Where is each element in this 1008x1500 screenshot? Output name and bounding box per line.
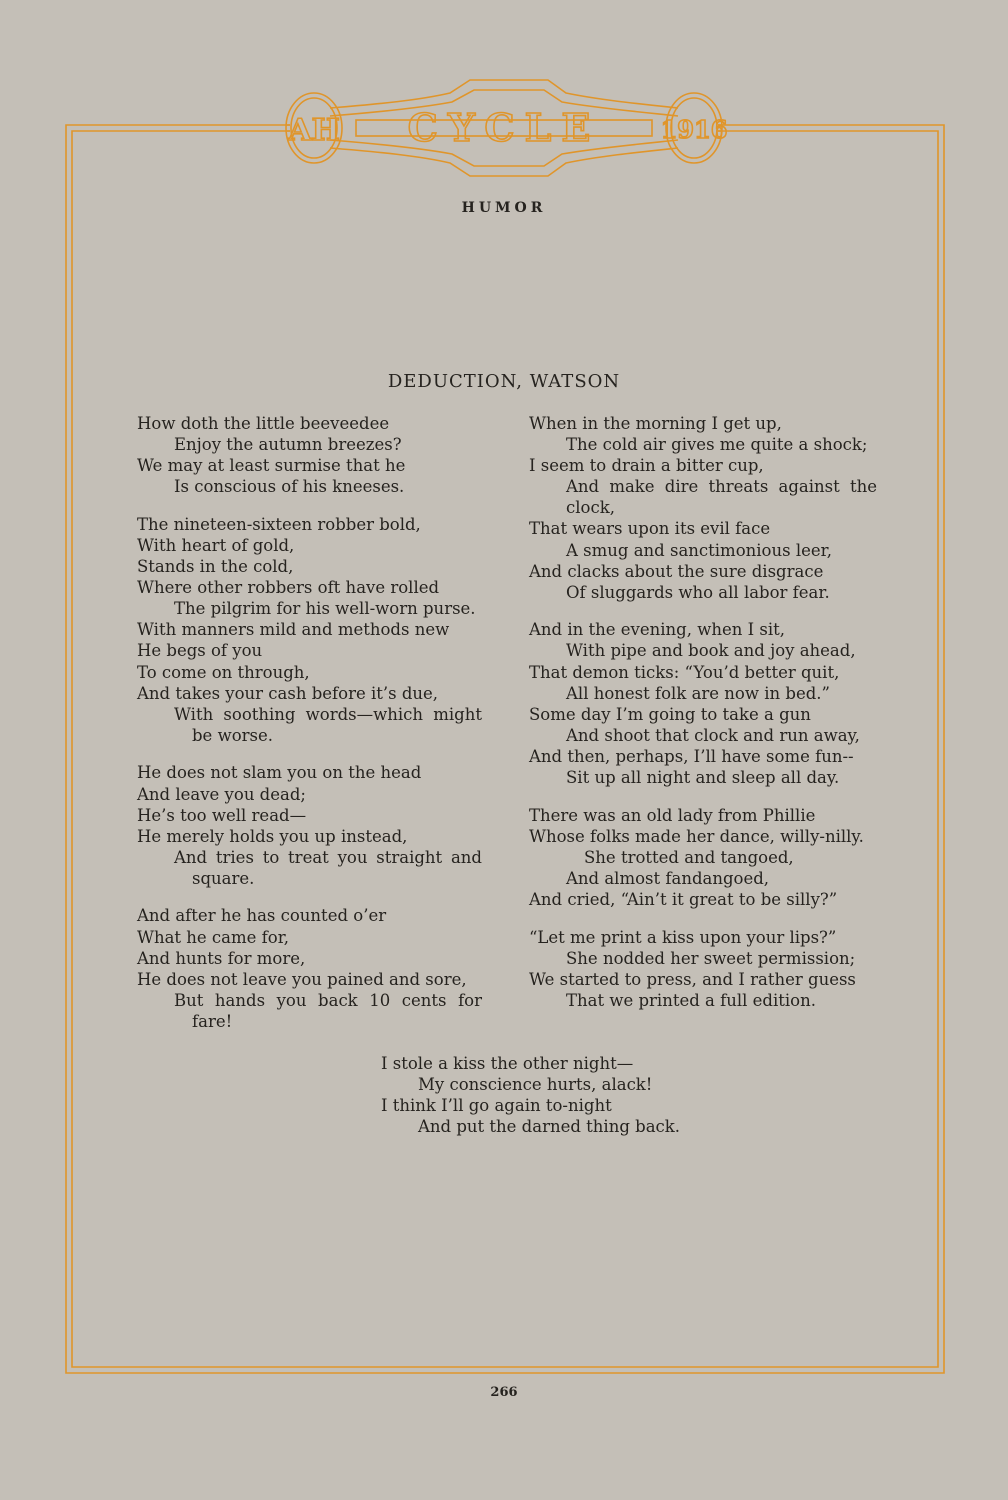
poem-line <box>529 990 877 1011</box>
right-column <box>529 413 877 1027</box>
poem-line-text: And leave you dead; <box>137 784 306 804</box>
poem-line <box>137 1011 482 1032</box>
poem-line-text: And hunts for more, <box>137 948 306 968</box>
stanza <box>529 619 877 788</box>
poem-line-text: And almost fandangoed, <box>566 868 770 888</box>
poem-line <box>529 826 877 847</box>
poem-line <box>137 556 482 577</box>
poem-line-text: Where other robbers oft have rolled <box>137 578 440 598</box>
poem-line <box>137 535 482 556</box>
poem-line <box>137 683 482 704</box>
poem-line <box>529 561 877 582</box>
poem-line-text: That wears upon its evil face <box>529 519 771 539</box>
poem-line <box>529 619 877 640</box>
poem-line <box>137 704 482 725</box>
poem-line-text: We may at least surmise that he <box>137 456 406 476</box>
poem-line <box>529 969 877 990</box>
poem-line <box>529 767 877 788</box>
poem-line <box>137 725 482 746</box>
poem-line <box>529 413 877 434</box>
poem-line-text: fare! <box>192 1011 233 1031</box>
poem-title: DEDUCTION, WATSON <box>387 371 621 392</box>
poem-line-text: There was an old lady from Phillie <box>529 805 816 825</box>
poem-line-text: And tries to treat you straight and <box>174 847 482 867</box>
poem-line <box>529 927 877 948</box>
stanza <box>137 413 482 497</box>
poem-line <box>137 868 482 889</box>
poem-line <box>137 826 482 847</box>
stanza <box>529 413 877 603</box>
poem-line-text: All honest folk are now in bed.” <box>566 683 830 703</box>
poem-line <box>381 1095 721 1116</box>
poem-line <box>529 640 877 661</box>
poem-line <box>381 1116 721 1137</box>
poem-line-text: We started to press, and I rather guess <box>529 969 856 989</box>
poem-line-text: The cold air gives me quite a shock; <box>566 435 868 455</box>
poem-line-text: That we printed a full edition. <box>566 990 816 1010</box>
poem-line <box>529 476 877 497</box>
poem-line-text: “Let me print a kiss upon your lips?” <box>529 927 837 947</box>
poem-line-text: be worse. <box>192 725 273 745</box>
poem-line-text: Some day I’m going to take a gun <box>529 704 811 724</box>
poem-line <box>137 577 482 598</box>
logo-left-text: AH <box>288 113 340 148</box>
bottom-stanza <box>381 1053 721 1137</box>
poem-line-text: He’s too well read— <box>137 805 307 825</box>
poem-line-text: With soothing words—which might <box>174 704 482 724</box>
poem-line-text: square. <box>192 868 255 888</box>
poem-line-text: What he came for, <box>137 927 290 947</box>
poem-line <box>137 805 482 826</box>
poem-line <box>529 805 877 826</box>
logo-center-text: CYCLE <box>407 105 601 150</box>
poem-line <box>137 948 482 969</box>
poem-line <box>529 540 877 561</box>
poem-line-text: With heart of gold, <box>137 535 295 555</box>
poem-line-text: And cried, “Ain’t it great to be silly?” <box>529 889 838 909</box>
left-column <box>137 413 482 1049</box>
poem-line <box>529 662 877 683</box>
poem-line <box>529 847 877 868</box>
poem-line <box>137 619 482 640</box>
poem-line <box>137 640 482 661</box>
poem-line <box>381 1053 721 1074</box>
poem-line-text: With pipe and book and joy ahead, <box>566 641 856 661</box>
poem-line <box>529 683 877 704</box>
poem-line-text: And shoot that clock and run away, <box>566 725 860 745</box>
poem-line <box>381 1074 721 1095</box>
poem-line <box>529 434 877 455</box>
poem-line <box>529 455 877 476</box>
poem-line <box>137 662 482 683</box>
poem-line-text: And make dire threats against the <box>566 477 877 497</box>
poem-line-text: Sit up all night and sleep all day. <box>566 768 840 787</box>
poem-line <box>137 413 482 434</box>
poem-line-text: Is conscious of his kneeses. <box>174 477 405 497</box>
poem-line <box>529 746 877 767</box>
poem-line <box>529 948 877 969</box>
poem-line <box>529 868 877 889</box>
poem-line-text: She trotted and tangoed, <box>584 847 794 867</box>
poem-line <box>529 518 877 539</box>
poem-line-text: He does not leave you pained and sore, <box>137 969 467 989</box>
section-heading: HUMOR <box>461 200 547 216</box>
logo-right-text: 1916 <box>660 115 728 144</box>
poem-line <box>529 582 877 603</box>
poem-line-text: clock, <box>566 498 615 518</box>
poem-line <box>529 497 877 518</box>
poem-line <box>137 990 482 1011</box>
poem-line-text: But hands you back 10 cents for <box>174 990 482 1010</box>
poem-line-text: How doth the little beeveedee <box>137 414 390 433</box>
page-number: 266 <box>490 1385 518 1400</box>
poem-line <box>137 434 482 455</box>
poem-line <box>529 704 877 725</box>
poem-line <box>137 476 482 497</box>
poem-line-text: He merely holds you up instead, <box>137 826 408 846</box>
poem-line-text: He begs of you <box>137 641 263 661</box>
poem-line-text: And put the darned thing back. <box>418 1117 681 1137</box>
poem-line <box>137 784 482 805</box>
poem-line <box>137 905 482 926</box>
poem-line <box>137 455 482 476</box>
poem-line <box>137 514 482 535</box>
poem-line-text: The nineteen-sixteen robber bold, <box>137 514 421 534</box>
poem-line-text: She nodded her sweet permission; <box>566 948 856 968</box>
stanza <box>137 905 482 1032</box>
poem-line <box>529 725 877 746</box>
poem-line <box>137 927 482 948</box>
poem-line-text: Enjoy the autumn breezes? <box>174 435 402 455</box>
poem-line-text: He does not slam you on the head <box>137 763 422 783</box>
poem-line <box>137 762 482 783</box>
poem-line-text: When in the morning I get up, <box>529 414 782 433</box>
poem-line <box>529 889 877 910</box>
poem-line-text: And then, perhaps, I’ll have some fun-- <box>529 746 854 766</box>
poem-line-text: With manners mild and methods new <box>137 620 450 640</box>
stanza <box>137 762 482 889</box>
poem-line-text: Of sluggards who all labor fear. <box>566 582 830 602</box>
poem-line <box>137 847 482 868</box>
poem-line-text: Whose folks made her dance, willy-nilly. <box>529 826 864 846</box>
poem-line-text: And clacks about the sure disgrace <box>529 561 824 581</box>
poem-line-text: I seem to drain a bitter cup, <box>529 456 764 476</box>
poem-line-text: And takes your cash before it’s due, <box>137 683 439 703</box>
poem-line-text: And after he has counted o’er <box>137 906 387 926</box>
poem-line-text: And in the evening, when I sit, <box>529 620 785 640</box>
poem-line-text: Stands in the cold, <box>137 557 294 577</box>
poem-line-text: To come on through, <box>137 662 310 682</box>
poem-line <box>137 969 482 990</box>
poem-line <box>137 598 482 619</box>
poem-line-text: I think I’ll go again to-night <box>381 1096 612 1116</box>
poem-line-text: A smug and sanctimonious leer, <box>566 540 832 560</box>
poem-line-text: The pilgrim for his well-worn purse. <box>174 599 476 619</box>
poem-line-text: My conscience hurts, alack! <box>418 1075 653 1095</box>
poem-line-text: That demon ticks: “You’d better quit, <box>529 662 840 682</box>
stanza <box>137 514 482 746</box>
poem-line-text: I stole a kiss the other night— <box>381 1054 634 1073</box>
stanza <box>529 805 877 910</box>
stanza <box>529 927 877 1011</box>
